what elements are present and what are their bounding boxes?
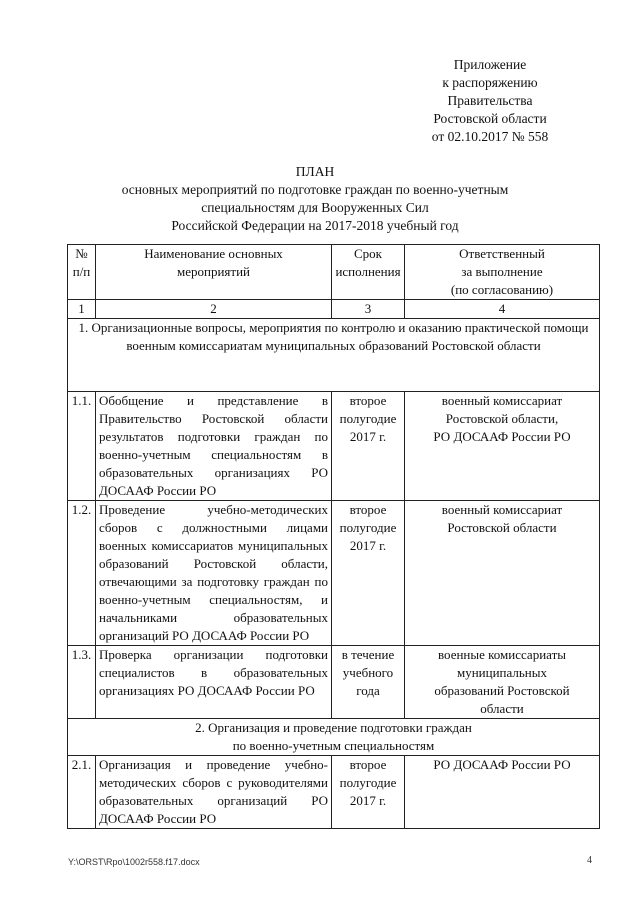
title-line: специальностям для Вооруженных Сил [201,200,429,215]
appendix-line: к распоряжению [442,75,538,90]
table-row [68,646,600,719]
table-row [68,501,600,646]
row-name: Проведение учебно-методических сборов с должностными лицами военных комиссариатов муниципальных образований Ростовской области, отвечающими за подготовку граждан по военно-учетным специальностям, и начальниками образовательных организаций РО ДОСААФ России РО [96,501,332,646]
table-row [68,392,600,501]
title-line: основных мероприятий по подготовке граждан по военно-учетным [121,182,509,197]
section-title: 1. Организационные вопросы, мероприятия по контролю и оказанию практической помощи военным комиссариатам муниципальных образований Ростовской области [68,319,600,392]
row-num: 2.1. [68,756,96,829]
row-num: 1.3. [68,646,96,719]
row-term: второе полугодие 2017 г. [332,392,405,501]
row-term: в течение учебного года [332,646,405,719]
row-name: Обобщение и представление в Правительство Ростовской области результатов подготовки граждан по военно-учетным специальностям в образовательных организациях РО ДОСААФ России РО [96,392,332,501]
appendix-note [400,56,580,146]
row-name: Организация и проведение учебно-методических сборов с руководителями образовательных организаций РО ДОСААФ России РО [96,756,332,829]
row-responsible: РО ДОСААФ России РО [405,756,600,829]
appendix-line: от 02.10.2017 № 558 [431,129,549,144]
appendix-line: Ростовской области [433,111,547,126]
column-number: 1 [68,300,96,319]
document-title [80,163,550,235]
appendix-line: Правительства [447,93,533,108]
header-responsible: Ответственный за выполнение (по согласованию) [405,245,600,300]
row-term: второе полугодие 2017 г. [332,501,405,646]
page-number: 4 [587,855,592,866]
header-name: Наименование основных мероприятий [96,245,332,300]
row-num: 1.2. [68,501,96,646]
title-line: Российской Федерации на 2017-2018 учебный год [171,218,459,233]
header-term: Срок исполнения [332,245,405,300]
row-term: второе полугодие 2017 г. [332,756,405,829]
column-number: 4 [405,300,600,319]
row-name: Проверка организации подготовки специалистов в образовательных организациях РО ДОСААФ России РО [96,646,332,719]
title-heading: ПЛАН [295,164,335,179]
plan-table [67,244,600,829]
appendix-line: Приложение [453,57,527,72]
table-row [68,756,600,829]
row-responsible: военный комиссариат Ростовской области, РО ДОСААФ России РО [405,392,600,501]
section-row [68,719,600,756]
column-number: 3 [332,300,405,319]
section-row [68,319,600,392]
header-num: № п/п [68,245,96,300]
column-number: 2 [96,300,332,319]
row-responsible: военные комиссариаты муниципальных образований Ростовской области [405,646,600,719]
row-num: 1.1. [68,392,96,501]
section-title: 2. Организация и проведение подготовки граждан по военно-учетным специальностям [68,719,600,756]
table-header-row [68,245,600,300]
footer-file-path: Y:\ORST\Rpo\1002r558.f17.docx [68,857,200,867]
column-number-row [68,300,600,319]
row-responsible: военный комиссариат Ростовской области [405,501,600,646]
